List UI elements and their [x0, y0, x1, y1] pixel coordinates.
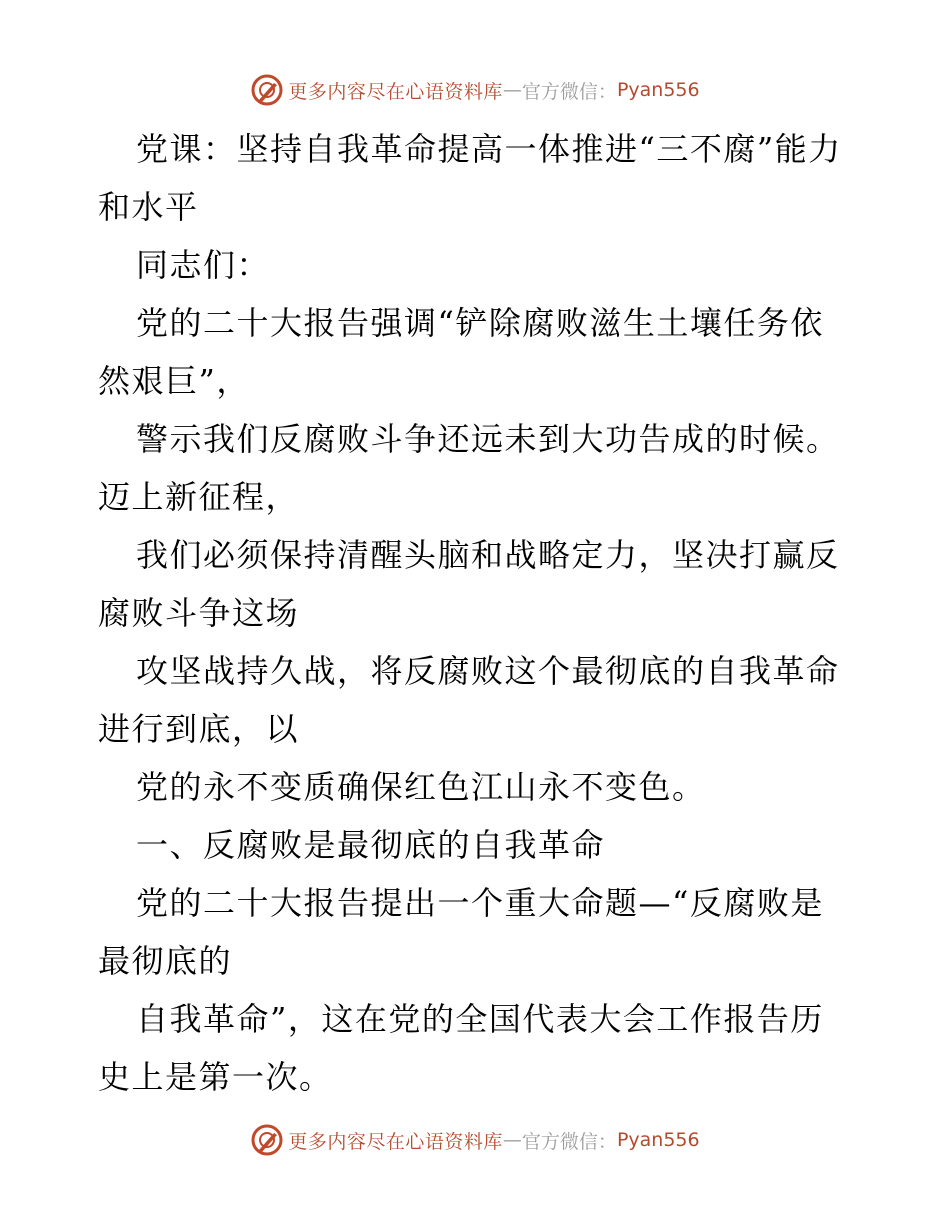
watermark-dash: —: [502, 1129, 522, 1151]
body-paragraph: 攻坚战持久战，将反腐败这个最彻底的自我革命进行到底，以: [98, 652, 840, 748]
body-paragraph: 警示我们反腐败斗争还远未到大功告成的时候。迈上新征程，: [98, 420, 840, 516]
salutation: 同志们：: [136, 246, 271, 284]
body-paragraph: 党的永不变质确保红色江山永不变色。: [136, 768, 706, 806]
section-heading: 一、反腐败是最彻底的自我革命: [136, 826, 606, 864]
watermark-official-label: 官方微信：: [521, 80, 617, 103]
watermark-official-label: 官方微信：: [521, 1130, 617, 1153]
body-paragraph: 我们必须保持清醒头脑和战略定力，坚决打赢反腐败斗争这场: [98, 536, 840, 632]
logo-icon: [250, 73, 284, 107]
watermark-wechat-id: Pyan556: [616, 79, 700, 101]
body-paragraph: 党的二十大报告强调“铲除腐败滋生土壤任务依然艰巨”，: [98, 304, 824, 400]
document-title: 党课：坚持自我革命提高一体推进“三不腐”能力和水平: [98, 130, 842, 226]
watermark-wechat-id: Pyan556: [616, 1129, 700, 1151]
watermark-main-text: 更多内容尽在心语资料库: [288, 80, 503, 103]
watermark-dash: —: [502, 79, 522, 101]
body-paragraph: 党的二十大报告提出一个重大命题—“反腐败是最彻底的: [98, 884, 824, 980]
footer-watermark: [0, 1120, 950, 1160]
watermark-main-text: 更多内容尽在心语资料库: [288, 1130, 503, 1153]
header-watermark: [0, 70, 950, 110]
logo-icon: [250, 1123, 284, 1157]
body-paragraph: 自我革命”，这在党的全国代表大会工作报告历史上是第一次。: [98, 1000, 824, 1096]
document-body: [98, 120, 854, 1106]
